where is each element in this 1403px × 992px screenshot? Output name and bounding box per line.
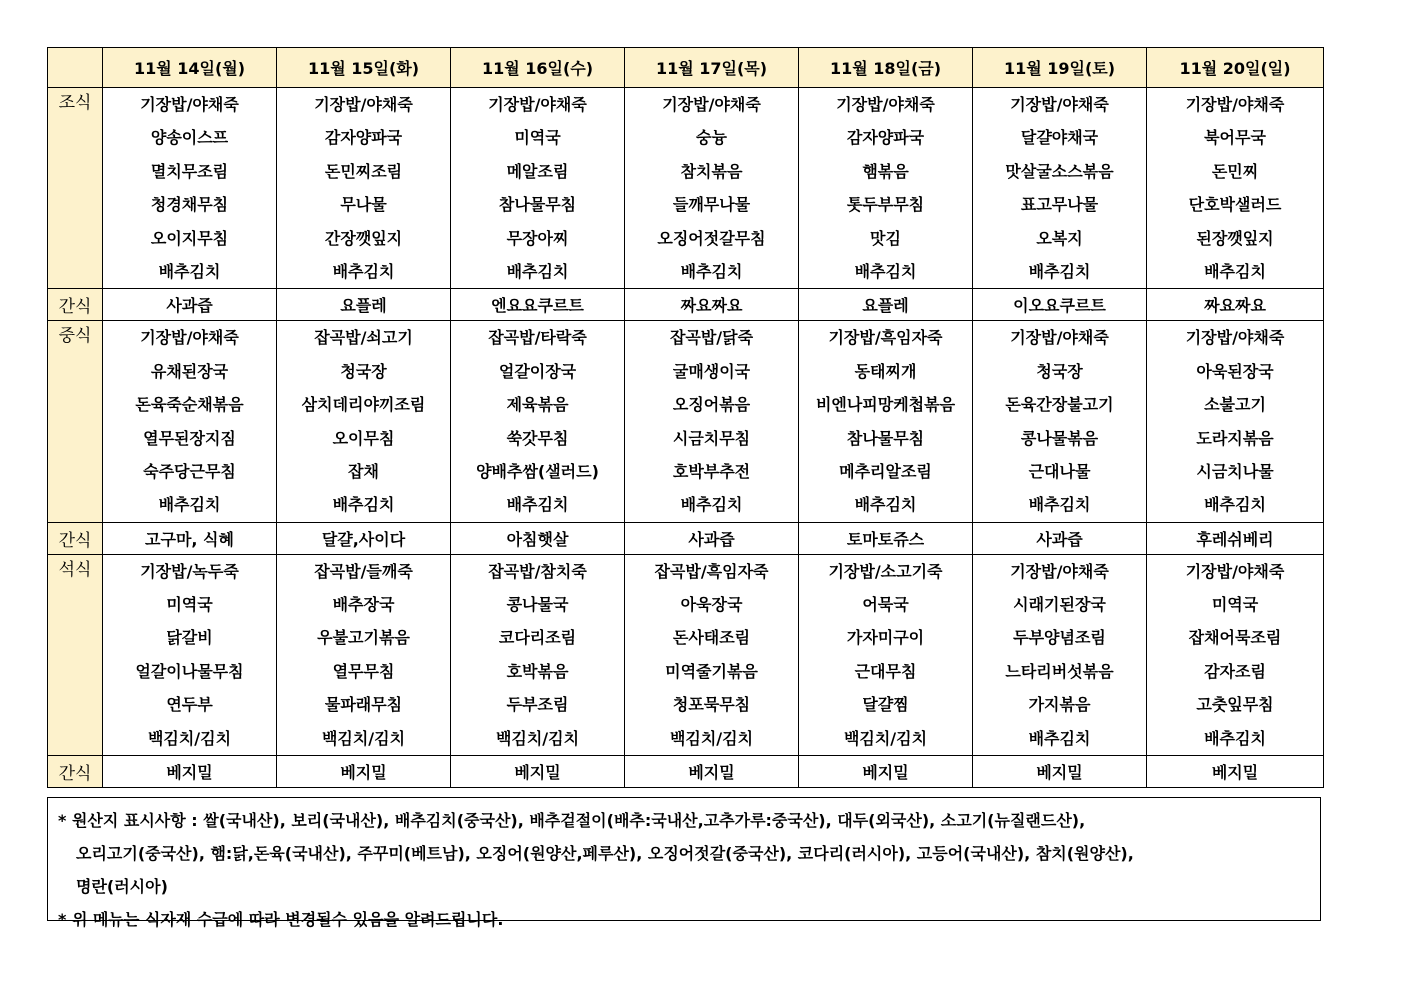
menu-cell	[1147, 88, 1324, 289]
menu-cell	[625, 321, 799, 522]
menu-item: 기장밥/야채죽	[314, 95, 413, 114]
menu-item: 배추김치	[158, 495, 221, 515]
snack-cell: 토마토쥬스	[799, 522, 973, 554]
menu-item: 감자조림	[1204, 661, 1266, 681]
meal-label: 간식	[48, 756, 103, 788]
snack-cell: 요플레	[799, 289, 973, 321]
day-header: 11월 15일(화)	[277, 48, 451, 88]
snack-cell: 사과즙	[625, 522, 799, 554]
menu-item: 시래기된장국	[1013, 595, 1106, 615]
menu-item-list	[451, 321, 624, 521]
menu-item-list	[973, 321, 1146, 521]
menu-item: 잡채	[348, 461, 379, 481]
snack-cell: 엔요요쿠르트	[451, 289, 625, 321]
menu-item: 단호박샐러드	[1188, 195, 1282, 215]
menu-item: 근대나물	[1028, 461, 1091, 481]
snack-cell: 사과즙	[103, 289, 277, 321]
menu-cell	[277, 554, 451, 755]
menu-item: 들깨무나물	[672, 195, 751, 215]
menu-item: 배추김치	[854, 495, 917, 515]
meal-row	[48, 554, 1324, 755]
menu-item: 기장밥/야채죽	[140, 328, 239, 348]
menu-item: 잡곡밥/참치죽	[488, 561, 587, 581]
menu-item: 열무무침	[332, 661, 395, 681]
menu-cell	[973, 88, 1147, 289]
menu-item-list	[799, 555, 972, 755]
snack-cell: 베지밀	[103, 756, 277, 788]
origin-note-line: 명란(러시아)	[76, 877, 168, 896]
menu-item: 기장밥/야채죽	[662, 95, 761, 114]
menu-item: 코다리조림	[498, 628, 577, 648]
menu-item: 참치볶음	[680, 161, 743, 181]
menu-item: 가자미구이	[846, 628, 925, 648]
menu-item: 잡곡밥/타락죽	[488, 328, 587, 348]
menu-item: 청국장	[340, 361, 387, 381]
menu-item: 청경채무침	[150, 195, 229, 215]
menu-item-list	[1147, 321, 1323, 521]
menu-item: 콩나물국	[506, 595, 569, 615]
menu-item: 백김치/김치	[495, 728, 580, 748]
menu-item: 백김치/김치	[843, 728, 928, 748]
menu-item: 잡곡밥/쇠고기	[314, 328, 413, 348]
menu-item: 콩나물볶음	[1020, 428, 1099, 448]
menu-item: 오징어볶음	[672, 395, 751, 415]
menu-item: 청포묵무침	[672, 695, 751, 715]
snack-cell: 짜요짜요	[625, 289, 799, 321]
menu-item: 달걀찜	[862, 695, 909, 715]
meal-label: 간식	[48, 289, 103, 321]
menu-item: 잡곡밥/들깨죽	[314, 561, 413, 581]
snack-cell: 후레쉬베리	[1147, 522, 1324, 554]
menu-item-list	[625, 555, 798, 755]
menu-item: 감자양파국	[846, 128, 925, 148]
menu-item: 호박볶음	[506, 661, 569, 681]
menu-item: 북어무국	[1204, 128, 1266, 148]
meal-row	[48, 88, 1324, 289]
header-row	[48, 48, 1324, 88]
menu-item: 기장밥/야채죽	[1185, 561, 1285, 581]
menu-item: 기장밥/야채죽	[140, 95, 239, 114]
menu-item: 우불고기볶음	[317, 628, 410, 648]
menu-cell	[973, 554, 1147, 755]
menu-item: 햄볶음	[862, 161, 909, 181]
menu-cell	[1147, 321, 1324, 522]
snack-cell: 아침햇살	[451, 522, 625, 554]
snack-cell: 베지밀	[799, 756, 973, 788]
snack-cell: 고구마, 식혜	[103, 522, 277, 554]
snack-row	[48, 756, 1324, 788]
menu-item: 느타리버섯볶음	[1005, 661, 1114, 681]
menu-item: 배추김치	[854, 261, 917, 281]
menu-item-list	[277, 555, 450, 755]
menu-cell	[103, 321, 277, 522]
menu-item: 미역국	[514, 128, 561, 148]
menu-item: 돈민찌	[1211, 161, 1259, 181]
menu-cell	[277, 321, 451, 522]
menu-cell	[103, 554, 277, 755]
menu-item-list	[103, 88, 276, 288]
day-header: 11월 18일(금)	[799, 48, 973, 88]
menu-item: 미역국	[166, 595, 213, 615]
menu-item: 배추김치	[158, 261, 221, 281]
snack-cell: 사과즙	[973, 522, 1147, 554]
menu-cell	[799, 88, 973, 289]
menu-item: 배추김치	[1204, 261, 1266, 281]
menu-item: 잡곡밥/닭죽	[669, 328, 754, 348]
menu-item: 기장밥/야채죽	[836, 95, 935, 114]
day-header: 11월 17일(목)	[625, 48, 799, 88]
menu-item: 굴매생이국	[672, 361, 751, 381]
menu-item: 무장아찌	[506, 228, 569, 248]
menu-item-list	[799, 88, 972, 288]
day-header: 11월 20일(일)	[1147, 48, 1324, 88]
menu-item-list	[451, 88, 624, 288]
menu-item: 간장깻잎지	[324, 228, 403, 248]
menu-item: 고춧잎무침	[1196, 695, 1274, 715]
snack-row	[48, 522, 1324, 554]
menu-item: 가지볶음	[1028, 695, 1091, 715]
menu-item: 돈민찌조림	[324, 161, 403, 181]
menu-item: 배추김치	[1028, 495, 1091, 515]
menu-cell	[799, 321, 973, 522]
menu-cell	[625, 88, 799, 289]
menu-item-list	[973, 88, 1146, 288]
menu-item: 표고무나물	[1020, 195, 1099, 215]
menu-item: 두부조림	[506, 695, 569, 715]
menu-item: 멸치무조림	[150, 161, 229, 181]
menu-item: 참나물무침	[498, 195, 577, 215]
snack-cell: 베지밀	[277, 756, 451, 788]
menu-item: 두부양념조림	[1013, 628, 1106, 648]
menu-item: 시금치무침	[672, 428, 751, 448]
menu-item: 아욱된장국	[1196, 361, 1274, 381]
menu-item: 배추김치	[680, 261, 743, 281]
snack-row	[48, 289, 1324, 321]
menu-item: 감자양파국	[324, 128, 403, 148]
menu-item-list	[799, 321, 972, 521]
menu-item: 기장밥/야채죽	[1010, 561, 1109, 581]
menu-item: 얼갈이나물무침	[135, 661, 244, 681]
snack-cell: 베지밀	[451, 756, 625, 788]
menu-item-list	[277, 321, 450, 521]
menu-item: 배추김치	[1028, 261, 1091, 281]
snack-cell: 달걀,사이다	[277, 522, 451, 554]
menu-item: 열무된장지짐	[143, 428, 236, 448]
menu-item: 배추김치	[1204, 728, 1266, 748]
menu-item: 기장밥/야채죽	[1010, 95, 1109, 114]
menu-item: 달걀야채국	[1020, 128, 1099, 148]
menu-item-list	[973, 555, 1146, 755]
menu-item: 연두부	[166, 695, 213, 715]
menu-item: 오복지	[1036, 228, 1083, 248]
menu-item-list	[103, 555, 276, 755]
menu-item-list	[625, 321, 798, 521]
menu-item: 배추김치	[1028, 728, 1091, 748]
menu-item: 기장밥/야채죽	[1010, 328, 1109, 348]
menu-item: 메알조림	[506, 161, 569, 181]
menu-item: 기장밥/야채죽	[1185, 328, 1285, 348]
day-header: 11월 14일(월)	[103, 48, 277, 88]
menu-item-list	[1147, 88, 1323, 288]
menu-item: 오징어젓갈무침	[657, 228, 766, 248]
menu-cell	[277, 88, 451, 289]
menu-item-list	[625, 88, 798, 288]
menu-item: 제육볶음	[506, 395, 569, 415]
menu-item: 잡채어묵조림	[1188, 628, 1282, 648]
menu-item: 시금치나물	[1196, 461, 1274, 481]
menu-cell	[451, 88, 625, 289]
menu-item: 오이무침	[332, 428, 395, 448]
meal-row	[48, 321, 1324, 522]
menu-item: 비엔나피망케첩볶음	[815, 395, 956, 415]
menu-item: 근대무침	[854, 661, 917, 681]
menu-item: 돈사태조림	[672, 628, 751, 648]
change-notice: * 위 메뉴는 식자재 수급에 따라 변경될수 있음을 알려드립니다.	[58, 910, 504, 929]
menu-cell	[451, 554, 625, 755]
menu-item: 동태찌개	[854, 361, 917, 381]
menu-cell	[973, 321, 1147, 522]
notes-box	[47, 797, 1321, 929]
origin-note-line: * 원산지 표시사항 : 쌀(국내산), 보리(국내산), 배추김치(중국산), 배추겉절이(배추:국내산,고추가루:중국산), 대두(외국산), 소고기(뉴질랜드산),	[58, 811, 1086, 830]
menu-item: 미역국	[1211, 595, 1259, 615]
menu-item: 아욱장국	[680, 595, 743, 615]
snack-cell: 베지밀	[973, 756, 1147, 788]
menu-item: 기장밥/야채죽	[488, 95, 587, 114]
menu-item: 얼갈이장국	[498, 361, 577, 381]
menu-item: 맛김	[870, 228, 901, 248]
menu-item: 어묵국	[862, 595, 909, 615]
menu-item: 기장밥/흑임자죽	[828, 328, 943, 348]
menu-cell	[625, 554, 799, 755]
menu-item: 백김치/김치	[147, 728, 232, 748]
menu-item: 배추김치	[506, 261, 569, 281]
menu-item: 백김치/김치	[669, 728, 754, 748]
snack-cell: 베지밀	[625, 756, 799, 788]
menu-item: 오이지무침	[150, 228, 229, 248]
menu-item: 배추김치	[332, 261, 395, 281]
menu-item: 배추김치	[332, 495, 395, 515]
menu-cell	[1147, 554, 1324, 755]
menu-item: 메추리알조림	[839, 461, 932, 481]
snack-cell: 짜요짜요	[1147, 289, 1324, 321]
meal-label: 간식	[48, 522, 103, 554]
meal-label: 조식	[48, 88, 103, 289]
menu-item: 호박부추전	[672, 461, 751, 481]
menu-item: 물파래무침	[324, 695, 403, 715]
day-header: 11월 16일(수)	[451, 48, 625, 88]
menu-item: 맛살굴소스볶음	[1005, 161, 1114, 181]
menu-cell	[103, 88, 277, 289]
corner-cell	[48, 48, 103, 88]
menu-item: 배추김치	[1204, 495, 1266, 515]
menu-item-list	[1147, 555, 1323, 755]
menu-item: 양배추쌈(샐러드)	[476, 461, 599, 481]
menu-cell	[799, 554, 973, 755]
menu-item: 된장깻잎지	[1196, 228, 1274, 248]
menu-item: 돈육죽순채볶음	[135, 395, 244, 415]
menu-item-list	[103, 321, 276, 521]
menu-item: 양송이스프	[150, 128, 229, 148]
menu-item: 숙주당근무침	[143, 461, 236, 481]
menu-item: 미역줄기볶음	[665, 661, 758, 681]
origin-note-line: 오리고기(중국산), 햄:닭,돈육(국내산), 주꾸미(베트남), 오징어(원양산,페루산), 오징어젓갈(중국산), 코다리(러시아), 고등어(국내산), 참치(원양산),	[76, 844, 1134, 863]
menu-item: 참나물무침	[846, 428, 925, 448]
menu-item: 무나물	[340, 195, 387, 215]
menu-item: 돈육간장불고기	[1005, 395, 1114, 415]
meal-label: 석식	[48, 554, 103, 755]
menu-item: 배추김치	[506, 495, 569, 515]
meal-label: 중식	[48, 321, 103, 522]
weekly-menu-table	[47, 47, 1324, 788]
menu-item: 기장밥/녹두죽	[140, 561, 239, 581]
menu-item: 소불고기	[1204, 395, 1266, 415]
menu-item-list	[277, 88, 450, 288]
menu-item: 숭늉	[696, 128, 727, 148]
snack-cell: 요플레	[277, 289, 451, 321]
menu-item: 청국장	[1036, 361, 1083, 381]
day-header: 11월 19일(토)	[973, 48, 1147, 88]
menu-item: 기장밥/소고기죽	[828, 561, 943, 581]
menu-cell	[451, 321, 625, 522]
menu-item: 닭갈비	[166, 628, 213, 648]
menu-item: 쑥갓무침	[506, 428, 569, 448]
menu-item: 도라지볶음	[1196, 428, 1274, 448]
menu-item: 톳두부무침	[846, 195, 925, 215]
snack-cell: 베지밀	[1147, 756, 1324, 788]
menu-item: 배추김치	[680, 495, 743, 515]
menu-item-list	[451, 555, 624, 755]
menu-item: 잡곡밥/흑임자죽	[654, 561, 769, 581]
menu-item: 삼치데리야끼조림	[301, 395, 426, 415]
menu-item: 배추장국	[332, 595, 395, 615]
menu-item: 백김치/김치	[321, 728, 406, 748]
menu-item: 기장밥/야채죽	[1185, 95, 1285, 114]
menu-item: 유채된장국	[150, 361, 229, 381]
snack-cell: 이오요쿠르트	[973, 289, 1147, 321]
